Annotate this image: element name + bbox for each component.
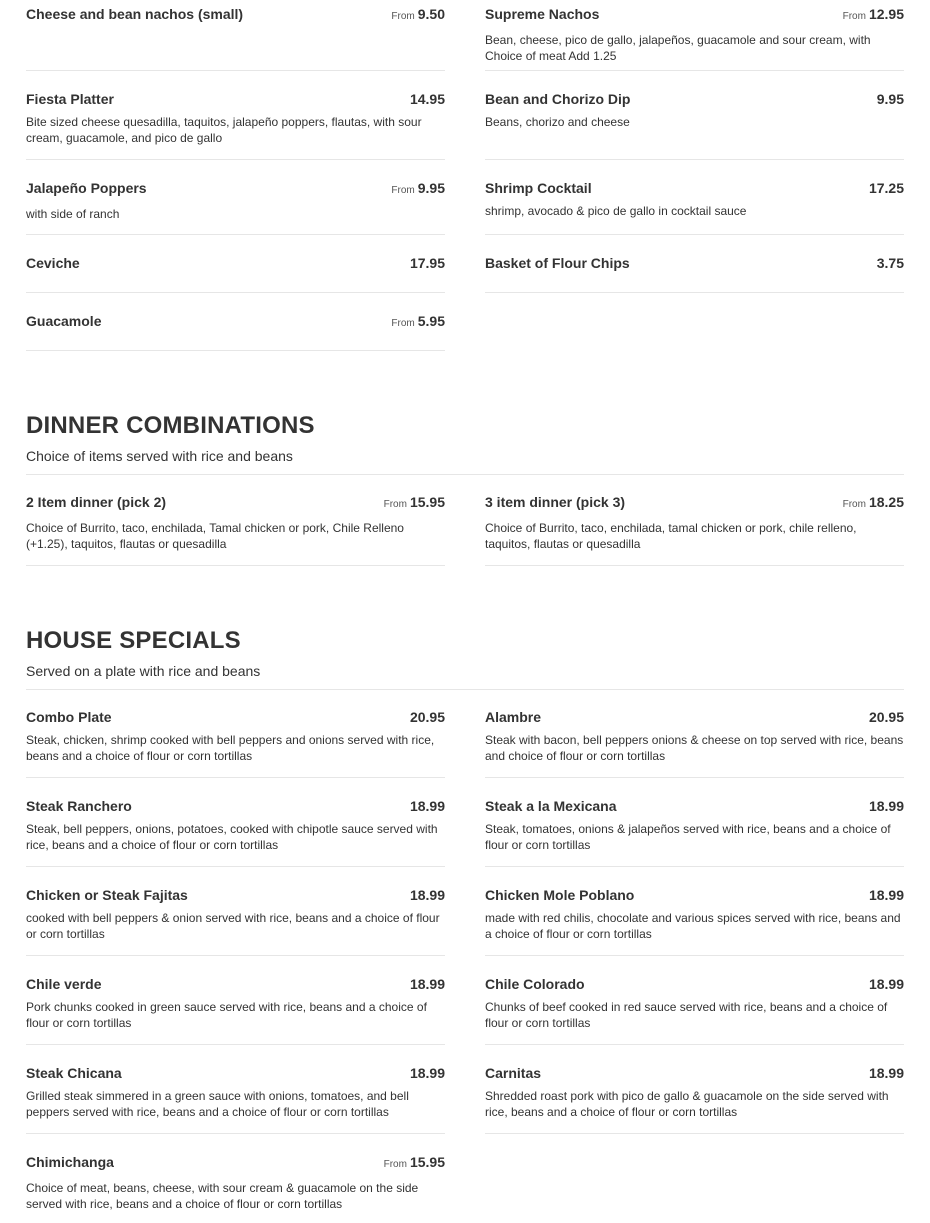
house-right-column	[485, 689, 904, 1134]
price-value: 17.95	[409, 255, 445, 271]
menu-item[interactable]	[26, 1045, 445, 1134]
menu-item[interactable]	[26, 778, 445, 867]
price-value: 12.95	[868, 6, 904, 22]
price-from-label: From	[391, 318, 415, 329]
item-description: Choice of meat, beans, cheese, with sour cream & guacamole on the side served with rice, beans and a choice of flour or corn tortillas	[26, 1181, 419, 1211]
price-value: 9.95	[876, 91, 904, 107]
price-value: 18.25	[868, 494, 904, 510]
item-price	[866, 976, 904, 992]
house-left-column	[26, 689, 445, 1223]
menu-item[interactable]	[485, 956, 904, 1045]
price-value: 9.95	[417, 180, 445, 196]
item-description: cooked with bell peppers & onion served with rice, beans and a choice of flour or corn tortillas	[26, 911, 440, 941]
section-title: HOUSE SPECIALS	[26, 627, 241, 654]
house-section-header	[26, 627, 904, 690]
item-name: Chicken or Steak Fajitas	[26, 887, 188, 903]
item-price	[384, 494, 445, 510]
item-price	[391, 180, 445, 196]
item-description: Choice of Burrito, taco, enchilada, Tamal chicken or pork, Chile Relleno (+1.25), taquitos, flautas or quesadilla	[26, 521, 404, 551]
price-value: 5.95	[417, 313, 445, 329]
item-description: Steak with bacon, bell peppers onions & cheese on top served with rice, beans and choice of flour or corn tortillas	[485, 733, 904, 763]
item-price	[866, 709, 904, 725]
item-name: Chimichanga	[26, 1154, 114, 1170]
item-name: Steak Ranchero	[26, 798, 132, 814]
price-value: 18.99	[868, 798, 904, 814]
price-from-label: From	[391, 11, 415, 22]
appetizers-right-column	[485, 0, 904, 293]
item-price	[874, 255, 904, 271]
item-name: Combo Plate	[26, 709, 112, 725]
menu-item[interactable]	[485, 235, 904, 293]
item-price	[391, 313, 445, 329]
dinner-section-header	[26, 412, 904, 475]
item-price	[866, 887, 904, 903]
item-description: Shredded roast pork with pico de gallo & guacamole on the side served with rice, beans and a choice of flour or corn tortillas	[485, 1089, 889, 1119]
item-name: Shrimp Cocktail	[485, 180, 592, 196]
item-price	[407, 887, 445, 903]
dinner-left-column	[26, 474, 445, 566]
item-price	[407, 709, 445, 725]
item-price	[407, 91, 445, 107]
menu-item[interactable]	[485, 0, 904, 71]
item-price	[407, 255, 445, 271]
menu-item[interactable]	[26, 867, 445, 956]
item-name: Steak a la Mexicana	[485, 798, 617, 814]
item-description: Steak, tomatoes, onions & jalapeños served with rice, beans and a choice of flour or corn tortillas	[485, 822, 891, 852]
price-value: 18.99	[868, 1065, 904, 1081]
item-price	[407, 1065, 445, 1081]
price-value: 18.99	[409, 976, 445, 992]
menu-item[interactable]	[485, 867, 904, 956]
item-name: Chicken Mole Poblano	[485, 887, 635, 903]
price-value: 18.99	[409, 798, 445, 814]
item-description: with side of ranch	[26, 207, 120, 221]
menu-item[interactable]	[485, 160, 904, 235]
appetizers-left-column	[26, 0, 445, 351]
menu-item[interactable]	[26, 235, 445, 293]
item-name: Cheese and bean nachos (small)	[26, 6, 244, 22]
item-name: Carnitas	[485, 1065, 542, 1081]
price-value: 9.50	[417, 6, 445, 22]
item-name: Jalapeño Poppers	[26, 180, 147, 196]
item-name: Fiesta Platter	[26, 91, 114, 107]
menu-item[interactable]	[26, 1134, 445, 1223]
item-name: Ceviche	[26, 255, 80, 271]
section-subtitle: Choice of items served with rice and beans	[26, 448, 293, 464]
item-name: Chile Colorado	[485, 976, 585, 992]
menu-item[interactable]	[26, 71, 445, 160]
item-price	[407, 798, 445, 814]
item-price	[843, 6, 904, 22]
item-description: Pork chunks cooked in green sauce served with rice, beans and a choice of flour or corn tortillas	[26, 1000, 427, 1030]
item-description: Steak, bell peppers, onions, potatoes, cooked with chipotle sauce served with rice, beans and a choice of flour or corn tortillas	[26, 822, 438, 852]
menu-item[interactable]	[485, 778, 904, 867]
item-name: Basket of Flour Chips	[485, 255, 630, 271]
item-price	[384, 1154, 445, 1170]
price-from-label: From	[383, 1159, 407, 1170]
item-price	[874, 91, 904, 107]
menu-item[interactable]	[485, 71, 904, 160]
dinner-right-column	[485, 474, 904, 566]
item-description: Grilled steak simmered in a green sauce with onions, tomatoes, and bell peppers served with rice, beans and a choice of flour or corn tortillas	[26, 1089, 409, 1119]
item-description: Steak, chicken, shrimp cooked with bell peppers and onions served with rice, beans and a choice of flour or corn tortillas	[26, 733, 435, 763]
item-description: made with red chilis, chocolate and various spices served with rice, beans and a choice of flour or corn tortillas	[485, 911, 901, 941]
item-name: 3 item dinner (pick 3)	[485, 494, 626, 510]
item-price	[866, 180, 904, 196]
price-value: 3.75	[876, 255, 904, 271]
price-value: 18.99	[868, 887, 904, 903]
item-description: Chunks of beef cooked in red sauce served with rice, beans and a choice of flour or corn tortillas	[485, 1000, 888, 1030]
menu-item[interactable]	[485, 689, 904, 778]
item-price	[866, 798, 904, 814]
price-from-label: From	[383, 499, 407, 510]
price-value: 15.95	[409, 494, 445, 510]
price-value: 20.95	[868, 709, 904, 725]
menu-item[interactable]	[26, 160, 445, 235]
item-description: shrimp, avocado & pico de gallo in cocktail sauce	[485, 204, 747, 218]
price-value: 14.95	[409, 91, 445, 107]
price-from-label: From	[391, 185, 415, 196]
price-from-label: From	[842, 11, 866, 22]
menu-item[interactable]	[26, 956, 445, 1045]
price-value: 20.95	[409, 709, 445, 725]
item-name: 2 Item dinner (pick 2)	[26, 494, 167, 510]
menu-item[interactable]	[485, 474, 904, 566]
price-value: 17.25	[868, 180, 904, 196]
item-name: Alambre	[485, 709, 542, 725]
section-title: DINNER COMBINATIONS	[26, 412, 315, 439]
item-name: Guacamole	[26, 313, 102, 329]
item-price	[866, 1065, 904, 1081]
menu-item[interactable]	[26, 689, 445, 778]
item-price	[391, 6, 445, 22]
item-description: Bite sized cheese quesadilla, taquitos, jalapeño poppers, flautas, with sour cream, guacamole, and pico de gallo	[26, 115, 422, 145]
item-price	[407, 976, 445, 992]
menu-item[interactable]	[26, 293, 445, 351]
price-value: 18.99	[409, 887, 445, 903]
item-name: Supreme Nachos	[485, 6, 600, 22]
item-description: Beans, chorizo and cheese	[485, 115, 630, 129]
section-subtitle: Served on a plate with rice and beans	[26, 663, 261, 679]
menu-item[interactable]	[485, 1045, 904, 1134]
item-description: Bean, cheese, pico de gallo, jalapeños, guacamole and sour cream, with Choice of meat Add 1.25	[485, 33, 871, 63]
item-name: Bean and Chorizo Dip	[485, 91, 631, 107]
item-name: Chile verde	[26, 976, 102, 992]
price-from-label: From	[842, 499, 866, 510]
price-value: 18.99	[868, 976, 904, 992]
menu-item[interactable]	[26, 0, 445, 71]
item-description: Choice of Burrito, taco, enchilada, tamal chicken or pork, chile relleno, taquitos, flautas or quesadilla	[485, 521, 857, 551]
menu-item[interactable]	[26, 474, 445, 566]
price-value: 15.95	[409, 1154, 445, 1170]
price-value: 18.99	[409, 1065, 445, 1081]
item-price	[843, 494, 904, 510]
item-name: Steak Chicana	[26, 1065, 122, 1081]
